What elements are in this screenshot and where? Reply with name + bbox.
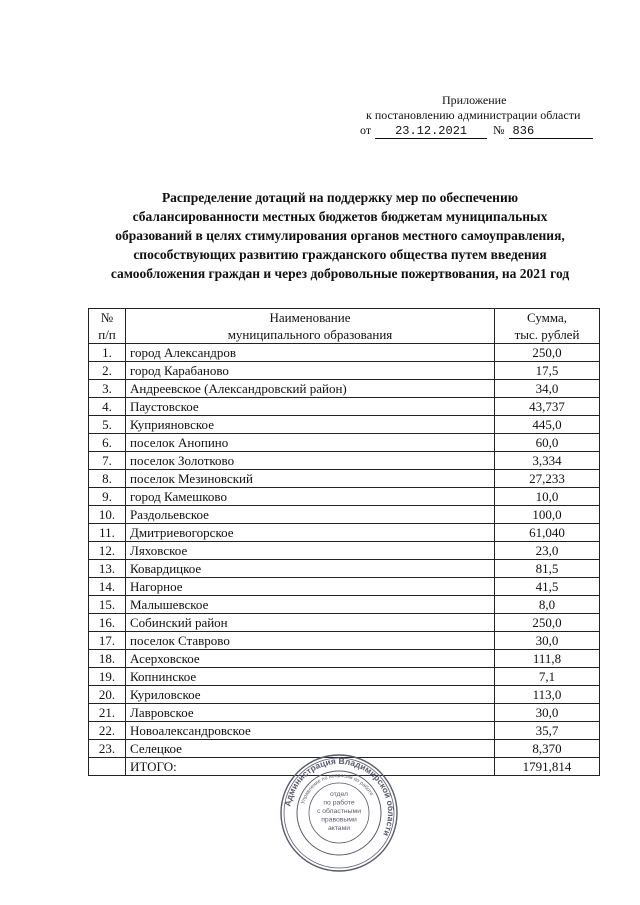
header-sum-line: тыс. рублей bbox=[514, 327, 580, 342]
row-amount: 41,5 bbox=[495, 578, 600, 596]
row-municipality: Лавровское bbox=[126, 704, 495, 722]
header-sum-line: Сумма, bbox=[526, 310, 568, 325]
title-line: сбалансированности местных бюджетов бюджетам муниципальных bbox=[132, 209, 548, 224]
document-header bbox=[360, 93, 610, 139]
row-number: 17. bbox=[89, 632, 126, 650]
title-line: способствующих развитию гражданского общества путем введения bbox=[133, 247, 547, 262]
row-number: 16. bbox=[89, 614, 126, 632]
row-number: 23. bbox=[89, 740, 126, 758]
row-amount: 17,5 bbox=[495, 362, 600, 380]
row-municipality: Селецкое bbox=[126, 740, 495, 758]
row-number: 4. bbox=[89, 398, 126, 416]
title-line: образований в целях стимулирования органов местного самоуправления, bbox=[115, 228, 565, 243]
row-number: 8. bbox=[89, 470, 126, 488]
table-row bbox=[89, 668, 600, 686]
header-num-line: № bbox=[100, 310, 114, 325]
stamp-middle-text: Управление по вопросам по работе bbox=[300, 772, 375, 805]
row-municipality: Андреевское (Александровский район) bbox=[126, 380, 495, 398]
header-name bbox=[126, 309, 495, 344]
table-row bbox=[89, 344, 600, 362]
row-municipality: поселок Анопино bbox=[126, 434, 495, 452]
header-num bbox=[89, 309, 126, 344]
row-number: 5. bbox=[89, 416, 126, 434]
stamp-inner-line: актами bbox=[327, 825, 351, 832]
row-number: 11. bbox=[89, 524, 126, 542]
document-title bbox=[60, 188, 620, 283]
row-municipality: Асерховское bbox=[126, 650, 495, 668]
table-body bbox=[89, 344, 600, 776]
row-municipality: Куриловское bbox=[126, 686, 495, 704]
row-municipality: Собинский район bbox=[126, 614, 495, 632]
table-row bbox=[89, 560, 600, 578]
row-amount: 30,0 bbox=[495, 632, 600, 650]
header-sum bbox=[495, 309, 600, 344]
header-name-line: муниципального образования bbox=[227, 327, 393, 342]
row-amount: 23,0 bbox=[495, 542, 600, 560]
row-number: 21. bbox=[89, 704, 126, 722]
row-municipality: Раздольевское bbox=[126, 506, 495, 524]
title-line: Распределение дотаций на поддержку мер по обеспечению bbox=[161, 190, 519, 205]
table-row bbox=[89, 686, 600, 704]
row-amount: 34,0 bbox=[495, 380, 600, 398]
row-number: 9. bbox=[89, 488, 126, 506]
row-municipality: Паустовское bbox=[126, 398, 495, 416]
row-number: 12. bbox=[89, 542, 126, 560]
table-row bbox=[89, 704, 600, 722]
table-row bbox=[89, 578, 600, 596]
row-number: 1. bbox=[89, 344, 126, 362]
table-row bbox=[89, 596, 600, 614]
header-name-line: Наименование bbox=[269, 310, 351, 325]
resolution-number: 836 bbox=[509, 125, 593, 139]
table-row bbox=[89, 416, 600, 434]
stamp-inner-line: правовыми bbox=[321, 816, 357, 824]
table-row bbox=[89, 452, 600, 470]
appendix-label: Приложение bbox=[442, 93, 507, 107]
row-number: 20. bbox=[89, 686, 126, 704]
row-amount: 111,8 bbox=[495, 650, 600, 668]
row-municipality: Куприяновское bbox=[126, 416, 495, 434]
row-amount: 113,0 bbox=[495, 686, 600, 704]
row-municipality: Ляховское bbox=[126, 542, 495, 560]
table-row bbox=[89, 506, 600, 524]
title-line: самообложения граждан и через добровольные пожертвования, на 2021 год bbox=[110, 266, 570, 281]
row-municipality: город Карабаново bbox=[126, 362, 495, 380]
row-number: 15. bbox=[89, 596, 126, 614]
seal-stamp-icon bbox=[278, 752, 400, 874]
stamp-inner-line: с областными bbox=[316, 808, 362, 815]
row-number: 13. bbox=[89, 560, 126, 578]
table-row bbox=[89, 614, 600, 632]
table-row bbox=[89, 362, 600, 380]
row-amount: 61,040 bbox=[495, 524, 600, 542]
table-header-row bbox=[89, 309, 600, 344]
row-number: 3. bbox=[89, 380, 126, 398]
row-municipality: поселок Золотково bbox=[126, 452, 495, 470]
row-number: 2. bbox=[89, 362, 126, 380]
stamp-inner-line: по работе bbox=[323, 799, 355, 807]
row-amount: 250,0 bbox=[495, 614, 600, 632]
row-municipality: Дмитриевогорское bbox=[126, 524, 495, 542]
row-number: 18. bbox=[89, 650, 126, 668]
row-municipality: поселок Ставрово bbox=[126, 632, 495, 650]
row-amount: 8,0 bbox=[495, 596, 600, 614]
row-municipality: поселок Мезиновский bbox=[126, 470, 495, 488]
row-municipality: город Камешково bbox=[126, 488, 495, 506]
row-amount: 43,737 bbox=[495, 398, 600, 416]
row-municipality: Малышевское bbox=[126, 596, 495, 614]
row-amount: 60,0 bbox=[495, 434, 600, 452]
resolution-reference: к постановлению администрации области bbox=[366, 108, 581, 122]
number-label: № bbox=[493, 123, 505, 137]
stamp-inner-text bbox=[317, 791, 361, 832]
table-row bbox=[89, 542, 600, 560]
row-number: 6. bbox=[89, 434, 126, 452]
row-amount: 7,1 bbox=[495, 668, 600, 686]
row-municipality: Ковардицкое bbox=[126, 560, 495, 578]
row-amount: 27,233 bbox=[495, 470, 600, 488]
row-amount: 445,0 bbox=[495, 416, 600, 434]
row-number: 10. bbox=[89, 506, 126, 524]
row-amount: 35,7 bbox=[495, 722, 600, 740]
row-amount: 1791,814 bbox=[495, 758, 600, 776]
row-municipality: ИТОГО: bbox=[126, 758, 495, 776]
row-municipality: Копнинское bbox=[126, 668, 495, 686]
table-row bbox=[89, 524, 600, 542]
row-amount: 8,370 bbox=[495, 740, 600, 758]
row-number: 7. bbox=[89, 452, 126, 470]
table-row bbox=[89, 632, 600, 650]
stamp-outer-text: Администрация Владимирской области bbox=[282, 755, 397, 838]
row-number: 14. bbox=[89, 578, 126, 596]
table-row bbox=[89, 470, 600, 488]
table-row bbox=[89, 380, 600, 398]
table-row bbox=[89, 434, 600, 452]
from-label: от bbox=[360, 123, 372, 137]
row-municipality: город Александров bbox=[126, 344, 495, 362]
row-number: 22. bbox=[89, 722, 126, 740]
row-amount: 30,0 bbox=[495, 704, 600, 722]
row-amount: 250,0 bbox=[495, 344, 600, 362]
row-amount: 100,0 bbox=[495, 506, 600, 524]
distribution-table bbox=[88, 308, 600, 776]
row-amount: 81,5 bbox=[495, 560, 600, 578]
row-number bbox=[89, 758, 126, 776]
row-amount: 10,0 bbox=[495, 488, 600, 506]
table-row bbox=[89, 722, 600, 740]
table-row bbox=[89, 488, 600, 506]
header-num-line: п/п bbox=[98, 327, 116, 342]
resolution-date-number bbox=[360, 123, 610, 139]
row-amount: 3,334 bbox=[495, 452, 600, 470]
row-municipality: Нагорное bbox=[126, 578, 495, 596]
table-row bbox=[89, 398, 600, 416]
table-row bbox=[89, 650, 600, 668]
resolution-date: 23.12.2021 bbox=[375, 125, 487, 139]
row-number: 19. bbox=[89, 668, 126, 686]
row-municipality: Новоалександровское bbox=[126, 722, 495, 740]
stamp-inner-line: отдел bbox=[329, 791, 349, 798]
